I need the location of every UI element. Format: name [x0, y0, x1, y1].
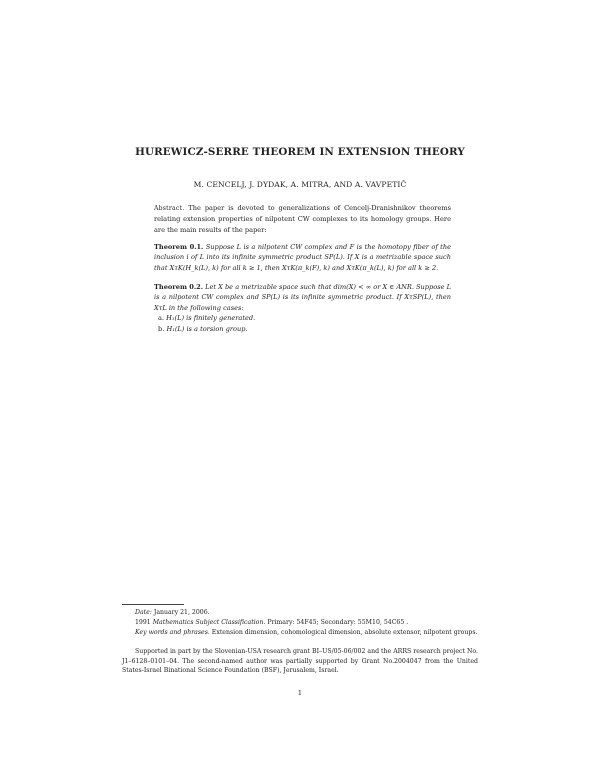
theorem-label: Theorem 0.2.: [154, 283, 204, 291]
list-item: [154, 313, 451, 323]
msc-year: 1991: [135, 619, 153, 626]
theorem-statement: Let X be a metrizable space such that dim(X) < ∞ or X ∈ ANR. Suppose L is a nilpotent CW complex and SP(L) is its infinite symmetric product. If XτSP(L), then XτL in the following cases:: [154, 283, 451, 312]
theorem-statement: Suppose L is a nilpotent CW complex and F is the homotopy fiber of the inclusion i of L into its infinite symmetric product SP(L). If X is a metrizable space such that XτK(H_k(L), k) for all k ≥ 1, then XτK(π_k(F), k) and XτK(π_k(L), k) for all k ≥ 2.: [154, 243, 451, 272]
keywords-label: Key words and phrases.: [135, 629, 210, 636]
theorem-label: Theorem 0.1.: [154, 243, 204, 251]
list-item: [154, 324, 451, 334]
abstract-label: Abstract.: [154, 205, 185, 212]
footnote-keywords: [122, 628, 478, 638]
theorem-0-2: [154, 282, 451, 334]
list-item-text: H₁(L) is a torsion group.: [166, 324, 248, 333]
footnote-msc: [122, 618, 478, 628]
page-number: 1: [297, 689, 303, 697]
date-label: Date:: [135, 609, 152, 616]
author-list: M. CENCELJ, J. DYDAK, A. MITRA, AND A. VAVPETIČ: [193, 180, 407, 189]
msc-value: Primary: 54F45; Secondary: 55M10, 54C65 .: [265, 619, 409, 626]
footnote-rule: [122, 604, 184, 605]
abstract-text: The paper is devoted to generalizations of Cencelj-Dranishnikov theorems relating extension properties of nilpotent CW complexes to its homology groups. Here are the main results of the paper:: [154, 204, 451, 234]
date-value: January 21, 2006.: [151, 609, 210, 616]
list-item-label: b.: [158, 324, 165, 333]
keywords-value: Extension dimension, cohomological dimension, absolute extensor, nilpotent groups.: [209, 629, 478, 636]
footnote-date: [122, 608, 478, 618]
theorem-0-1: [154, 242, 451, 273]
list-item-label: a.: [158, 314, 165, 323]
msc-label: Mathematics Subject Classification.: [152, 619, 266, 626]
abstract: [154, 203, 451, 235]
paper-title: HUREWICZ-SERRE THEOREM IN EXTENSION THEORY: [135, 146, 465, 158]
list-item-text: H₁(L) is finitely generated.: [166, 314, 256, 323]
footnote-support: Supported in part by the Slovenian-USA research grant BI–US/05-06/002 and the ARRS research project No. J1–6128–0101–04. The second-named author was partially supported by Grant No.2004047 from the United States-Israel Binational Science Foundation (BSF), Jerusalem, Israel.: [122, 648, 478, 675]
